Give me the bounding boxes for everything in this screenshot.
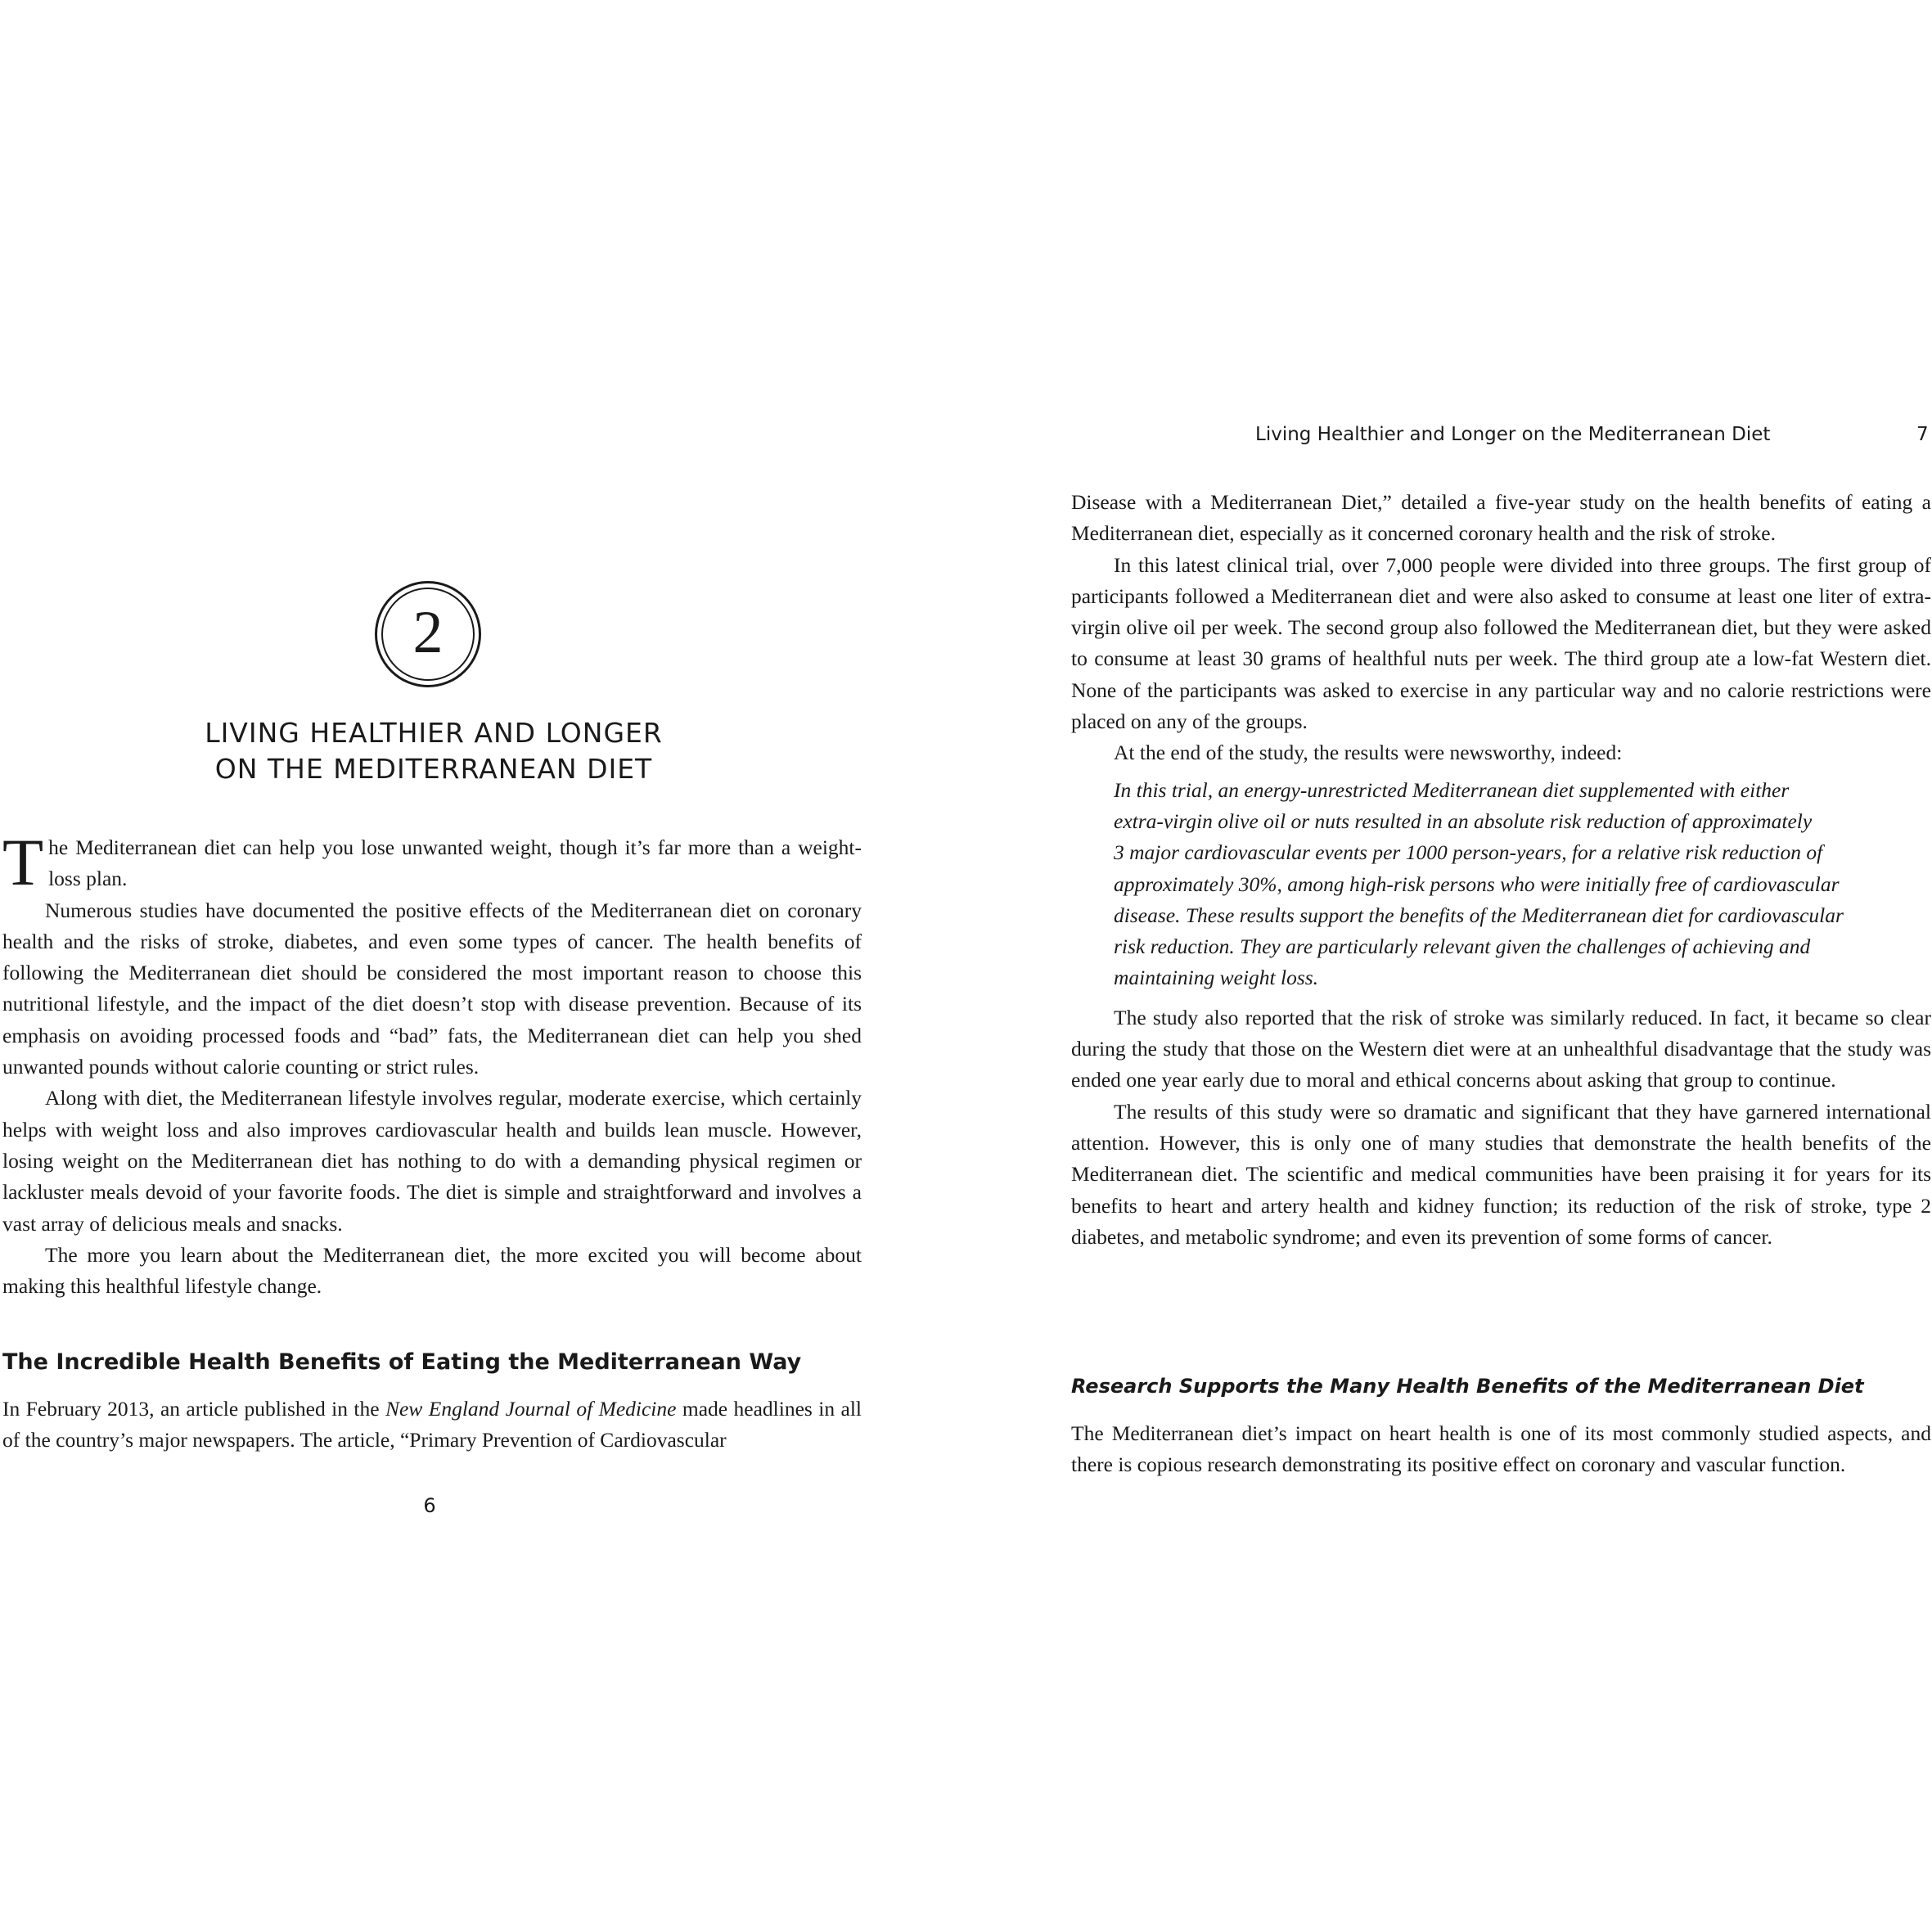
paragraph: At the end of the study, the results were newsworthy, indeed: [1114, 741, 1623, 765]
running-head: Living Healthier and Longer on the Mediterranean Diet [1255, 424, 1771, 445]
paragraph: The Mediterranean diet’s impact on heart health is one of its most commonly studied aspects, and there is copious research demonstrating its positive effect on coronary and vascular function. [1071, 1421, 1931, 1477]
opening-paragraph [2, 825, 862, 899]
paragraph: Disease with a Mediterranean Diet,” detailed a five-year study on the health benefits of eating a Mediterranean diet, especially as it concerned coronary health and the risk of stroke. [1071, 490, 1931, 546]
paragraph: In this latest clinical trial, over 7,000 people were divided into three groups. The first group of participants followed a Mediterranean diet and were also asked to consume at least one liter of extra-virgin olive oil per week. The second group also followed the Mediterranean diet, but they were asked to consume at least 30 grams of healthful nuts per week. The third group ate a low-fat Western diet. None of the participants was asked to exercise in any particular way and no calorie restrictions were placed on any of the groups. [1071, 552, 1931, 734]
section-paragraph [2, 1394, 862, 1457]
quote-line: maintaining weight loss. [1114, 966, 1319, 990]
section-paragraph-start: In February 2013, an article published in the [2, 1397, 385, 1421]
chapter-title [147, 715, 720, 787]
opening-paragraph-text: he Mediterranean diet can help you lose unwanted weight, though it’s far more than a weight-loss plan. [48, 835, 862, 891]
left-body-text [2, 825, 862, 1302]
journal-name: New England Journal of Medicine [385, 1397, 677, 1421]
page-number: 6 [423, 1494, 436, 1517]
section-body [2, 1394, 862, 1457]
subsection-body [1071, 1418, 1931, 1481]
paragraph: The more you learn about the Mediterranean diet, the more excited you will become about making this healthful lifestyle change. [2, 1242, 862, 1299]
paragraph: Numerous studies have documented the positive effects of the Mediterranean diet on coronary health and the risks of stroke, diabetes, and even some types of cancer. The health benefits of following the Mediterranean diet should be considered the most important reason to choose this nutritional lifestyle, and the impact of the diet doesn’t stop with disease prevention. Because of its emphasis on avoiding processed foods and “bad” fats, the Mediterranean diet can help you shed unwanted pounds without calorie counting or strict rules. [2, 898, 862, 1079]
paragraph: The results of this study were so dramatic and significant that they have garnered international attention. However, this is only one of many studies that demonstrate the health benefits of the Mediterranean diet. The scientific and medical communities have been praising it for years for its benefits to heart and artery health and kidney function; its reduction of the risk of stroke, type 2 diabetes, and metabolic syndrome; and even its prevention of some forms of cancer. [1071, 1099, 1931, 1249]
page-number: 7 [1916, 424, 1929, 445]
quote-line: risk reduction. They are particularly relevant given the challenges of achieving and [1114, 934, 1811, 959]
chapter-title-line-1: LIVING HEALTHIER AND LONGER [205, 717, 663, 749]
paragraph: The study also reported that the risk of stroke was similarly reduced. In fact, it became so clear during the study that those on the Western diet were at an unhealthful disadvantage that the study was ended one year early due to moral and ethical concerns about asking that group to continue. [1071, 1005, 1931, 1092]
chapter-number-badge [375, 581, 481, 687]
paragraph: Along with diet, the Mediterranean lifestyle involves regular, moderate exercise, which certainly helps with weight loss and also improves cardiovascular health and builds lean muscle. However, losing weight on the Mediterranean diet has nothing to do with a demanding physical regimen or lackluster meals devoid of your favorite foods. The diet is simple and straightforward and involves a vast array of delicious meals and snacks. [2, 1086, 862, 1236]
quote-line: disease. These results support the benefits of the Mediterranean diet for cardiovascular [1114, 903, 1844, 927]
right-body-text [1071, 487, 1931, 1253]
quote-line: approximately 30%, among high-risk persons who were initially free of cardiovascular [1114, 871, 1840, 896]
chapter-title-line-2: ON THE MEDITERRANEAN DIET [214, 753, 653, 785]
section-paragraph-end: made headlines in all of the country’s major newspapers. The article, “Primary Prevention of Cardiovascular [2, 1397, 862, 1452]
drop-cap: T [2, 825, 44, 899]
quote-line: In this trial, an energy-unrestricted Mediterranean diet supplemented with either [1114, 777, 1790, 802]
quote-line: extra-virgin olive oil or nuts resulted in an absolute risk reduction of approximately [1114, 808, 1813, 833]
quote-line: 3 major cardiovascular events per 1000 person-years, for a relative risk reduction of [1114, 840, 1823, 865]
subsection-heading: Research Supports the Many Health Benefits of the Mediterranean Diet [1071, 1375, 1864, 1398]
block-quote [1114, 775, 1883, 994]
right-page [966, 0, 1932, 1932]
section-heading: The Incredible Health Benefits of Eating the Mediterranean Way [2, 1349, 802, 1375]
chapter-number: 2 [412, 599, 444, 666]
